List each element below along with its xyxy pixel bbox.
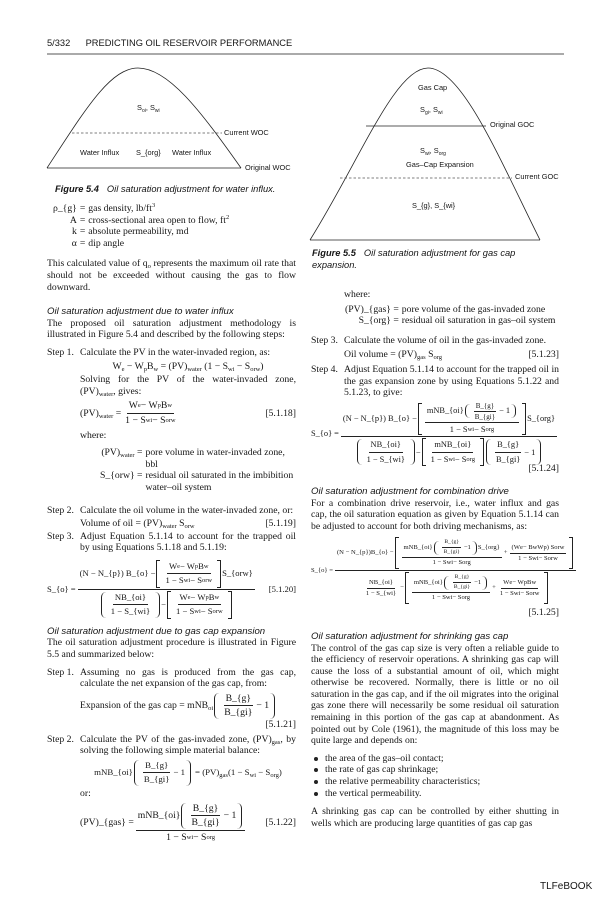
paren-right bbox=[511, 404, 516, 418]
fig-label-soi-swi: $S_{oi}$, $S_{wi}$ bbox=[137, 103, 160, 114]
step-label: Step 2. bbox=[47, 733, 74, 745]
fig-label-sg-swi: S_{g}, S_{wi} bbox=[412, 201, 456, 210]
equation-number: [5.1.18] bbox=[265, 407, 296, 419]
section-heading: Oil saturation adjustment for shrinking gas cap bbox=[311, 630, 509, 642]
equation-number: [5.1.19] bbox=[265, 518, 296, 530]
equation-number: [5.1.25] bbox=[528, 607, 559, 619]
bracket-left bbox=[156, 560, 160, 588]
eq-lhs: Expansion of the gas cap = mNB$_{oi}$ bbox=[80, 700, 214, 713]
eq-numerator: NB_{oi} bbox=[113, 592, 148, 606]
or-label: or: bbox=[80, 787, 91, 799]
fig-label-original-woc: Original WOC bbox=[245, 163, 291, 172]
eq-denominator: B_{gi} bbox=[224, 707, 253, 719]
eq-lhs: mNB_{oi} bbox=[94, 767, 133, 778]
symbol: ρ_{g} bbox=[53, 203, 77, 214]
definition: cross-sectional area open to flow, $ft^2$ bbox=[88, 213, 230, 226]
caption-text: Oil saturation adjustment for water influx. bbox=[106, 184, 276, 194]
eq-term: (N − N_{p}) B_{o} − bbox=[342, 413, 417, 423]
equation-number: [5.1.23] bbox=[528, 349, 559, 361]
equation-5-1-18 bbox=[80, 400, 296, 426]
paragraph: The oil saturation adjustment procedure is illustrated in Figure 5.5 and summarized below: bbox=[47, 637, 296, 661]
eq-lhs: $(PV)_{water}$ = bbox=[80, 407, 122, 420]
fig-label-gas-cap-expansion: Gas–Cap Expansion bbox=[406, 160, 474, 169]
eq-term: − 1 bbox=[524, 447, 536, 457]
eq-lhs: S_{o} = bbox=[311, 566, 333, 574]
eq-denominator: 1 − S wi − S org bbox=[430, 454, 475, 464]
eq-numerator: NB_{oi} bbox=[369, 439, 403, 453]
paren-right bbox=[270, 693, 275, 719]
equation-number: [5.1.24] bbox=[528, 463, 559, 475]
eq-denominator: 1 − S wi − S orw bbox=[176, 606, 223, 617]
bracket-right bbox=[228, 591, 232, 619]
step-text: Calculate the PV of the gas-invaded zone, $(PV)_{gas}$, by solving the following simple material balance: bbox=[80, 733, 296, 757]
right-column bbox=[311, 289, 565, 829]
bracket-left bbox=[405, 572, 409, 604]
definition: residual oil saturation in gas–oil system bbox=[401, 315, 556, 327]
bracket-right bbox=[217, 560, 221, 588]
eq-denominator: B_{gi} bbox=[453, 584, 471, 591]
paren-left bbox=[434, 541, 439, 555]
caption-text: Oil saturation adjustment for gas cap expansion. bbox=[312, 248, 516, 270]
eq-numerator: B_{g} bbox=[143, 760, 170, 774]
section-heading: Oil saturation adjustment for combination drive bbox=[311, 485, 509, 497]
eq-denominator: 1 − S wi − S orw bbox=[125, 414, 176, 426]
step-3 bbox=[311, 335, 559, 361]
eq-denominator: B_{gi} bbox=[474, 412, 496, 421]
step-text: Adjust Equation 5.1.14 to account for the trapped oil by using Equations 5.1.18 and 5.1.19: bbox=[80, 530, 296, 554]
equation-5-1-22 bbox=[80, 803, 296, 844]
paren-right bbox=[482, 576, 487, 590]
equation-5-1-24 bbox=[311, 402, 559, 467]
bracket-right bbox=[480, 438, 484, 466]
equation-5-1-19 bbox=[80, 518, 296, 530]
step-text: Assuming no gas is produced from the gas cap, calculate the net expansion of the gas cap, from: bbox=[80, 666, 296, 690]
symbol: $(PV)_{water}$ = bbox=[101, 447, 143, 460]
eq-term: − 1 bbox=[256, 700, 270, 712]
bracket-left bbox=[418, 403, 422, 435]
equation-5-1-25 bbox=[311, 537, 565, 604]
paragraph: The control of the gas cap size is very often a reliable guide to the efficiency of reservoir operations. A shrinking gas cap will cause the loss of a substantial amount of oil, which might otherwise be recovered. Normally, there is little or no oil saturation in the gas cap, and if the oil migrates into the original gas zone there will necessarily be some residual oil saturation remaining in this portion of the gas cap at abandonment. As pointed out by Cole (1961), the magnitude of this loss may be quite large and depends on: bbox=[311, 642, 559, 747]
eq-term: S_{orw} bbox=[222, 568, 253, 579]
bracket-left bbox=[422, 438, 426, 466]
paren-right bbox=[186, 760, 191, 786]
list-item: the area of the gas–oil contact; bbox=[325, 753, 559, 765]
fig-label-swi-sorg: $S_{wi}$, $S_{org}$ bbox=[420, 146, 446, 157]
eq-numerator: B_{g} bbox=[442, 539, 461, 548]
equation-number: [5.1.20] bbox=[268, 583, 296, 594]
bullet-list bbox=[311, 753, 559, 799]
symbol: α bbox=[71, 237, 77, 249]
page-number: 5/332 bbox=[47, 38, 71, 48]
eq-denominator: 1 − S wi − S org bbox=[431, 594, 471, 602]
equation-5-1-20 bbox=[47, 560, 296, 619]
eq-term: mNB_{oi} bbox=[137, 809, 181, 821]
paren-right bbox=[536, 439, 541, 465]
paragraph: This calculated value of $q_o$ represents the maximum oil rate that should not be exceeded without causing the gas to flow downward. bbox=[47, 258, 296, 293]
equation: Oil volume = $(PV)_{gas}$ $S_{org}$ bbox=[344, 349, 443, 362]
definition: absolute permeability, md bbox=[88, 226, 189, 238]
eq-denominator: B_{gi} bbox=[143, 774, 170, 785]
bracket-right bbox=[569, 537, 573, 569]
definition: residual oil saturated in the imbibition water–oil system bbox=[145, 470, 294, 493]
eq-numerator: (W e − B w W p ) S orw bbox=[510, 544, 567, 554]
bracket-right bbox=[522, 403, 526, 435]
nomenclature-list bbox=[53, 203, 296, 249]
paren-left bbox=[444, 576, 449, 590]
step-2 bbox=[47, 505, 296, 529]
fig-label-original-goc: Original GOC bbox=[490, 120, 535, 129]
eq-term: (N − N_{p})B_{o} − bbox=[336, 549, 394, 557]
paren-left bbox=[486, 439, 491, 465]
step-label: Step 3. bbox=[311, 334, 338, 346]
eq-denominator: 1 − S wi − S org bbox=[166, 831, 215, 843]
eq-numerator: W e − W p B w bbox=[178, 592, 222, 606]
eq-term: mNB_{oi} bbox=[413, 578, 443, 586]
step-2 bbox=[47, 734, 296, 844]
step-3 bbox=[47, 531, 296, 554]
step-text: Solving for the PV of the water-invaded zone, $(PV)_{water}$, gives: bbox=[80, 374, 296, 398]
eq-numerator: W e − W p B w bbox=[501, 579, 538, 589]
fig-label-current-woc: Current WOC bbox=[224, 128, 269, 137]
eq-numerator: W e − W p B w bbox=[127, 400, 174, 414]
eq-denominator: B_{gi} bbox=[443, 549, 460, 556]
definition: gas density, $lb/ft^3$ bbox=[88, 202, 156, 214]
eq-denominator: 1 − S_{wi} bbox=[366, 454, 405, 464]
watermark: TLFeBOOK bbox=[540, 881, 593, 892]
equals: = bbox=[79, 203, 86, 214]
equation: Volume of oil = $(PV)_{water}$ $S_{orw}$ bbox=[80, 518, 195, 531]
eq-denominator: B_{gi} bbox=[495, 454, 521, 464]
eq-term: −1 bbox=[474, 578, 482, 586]
equals: = bbox=[79, 226, 86, 238]
equation-number: [5.1.21] bbox=[265, 719, 296, 730]
step-4 bbox=[311, 364, 559, 399]
equation-5-1-23 bbox=[344, 349, 559, 361]
equation-number: [5.1.22] bbox=[265, 817, 296, 829]
list-item: the vertical permeability. bbox=[325, 788, 559, 800]
eq-numerator: NB_{oi} bbox=[367, 579, 395, 589]
paren-right bbox=[237, 803, 242, 829]
caption-label: Figure 5.5 bbox=[312, 248, 356, 258]
paren-left bbox=[214, 693, 219, 719]
symbol: S_{org} = bbox=[358, 315, 399, 327]
material-balance-equation bbox=[80, 760, 296, 786]
eq-lhs: S_{o} = bbox=[47, 583, 76, 594]
definition: pore volume in water-invaded zone, bbl bbox=[145, 447, 285, 470]
step-label: Step 1. bbox=[47, 346, 74, 358]
eq-denominator: 1 − S wi − S orw bbox=[165, 575, 213, 586]
paren-left bbox=[357, 439, 362, 465]
step-label: Step 3. bbox=[47, 530, 74, 542]
eq-term: − 1 bbox=[173, 767, 186, 778]
eq-denominator: 1 − S wi − S orw bbox=[499, 589, 540, 597]
eq-denominator: 1 − S_{wi} bbox=[110, 606, 151, 617]
chapter-title: PREDICTING OIL RESERVOIR PERFORMANCE bbox=[85, 38, 293, 48]
eq-operator: + bbox=[503, 549, 508, 557]
eq-numerator: B_{g} bbox=[224, 693, 253, 707]
symbol: S_{orw} = bbox=[100, 470, 143, 482]
eq-denominator: 1 − S wi − S org bbox=[432, 559, 471, 567]
eq-numerator: W e − W p B w bbox=[167, 561, 211, 575]
step-label: Step 4. bbox=[311, 363, 338, 375]
eq-operator: − bbox=[400, 584, 404, 592]
paren-left bbox=[181, 803, 186, 829]
eq-term: S_{org} bbox=[477, 543, 500, 551]
step-1 bbox=[47, 347, 296, 494]
figure-caption bbox=[312, 248, 552, 271]
paren-left bbox=[465, 404, 470, 418]
section-heading: Oil saturation adjustment due to gas cap expansion bbox=[47, 625, 266, 637]
fig-label-sorg: S_{org} bbox=[136, 148, 161, 157]
paragraph: For a combination drive reservoir, i.e., water influx and gas cap, the oil saturation equation as given by Equation 5.1.14 can be adjusted to account for both driving mechanisms, as: bbox=[311, 497, 559, 532]
paren-left bbox=[101, 592, 106, 618]
where-label: where: bbox=[344, 289, 371, 300]
paren-right bbox=[410, 439, 415, 465]
eq-term: −1 bbox=[463, 543, 471, 551]
bracket-right bbox=[544, 572, 548, 604]
eq-term: − 1 bbox=[499, 406, 511, 416]
eq-denominator: 1 − S wi − S orw bbox=[518, 554, 558, 562]
symbol: (PV)_{gas} = bbox=[345, 303, 399, 315]
symbol: k bbox=[71, 226, 77, 238]
eq-numerator: B_{g} bbox=[453, 574, 472, 583]
eq-operator: − bbox=[161, 599, 167, 610]
eq-rhs: = $(PV)_{gas}(1 - S_{wi} - S_{org})$ bbox=[195, 767, 282, 780]
step-text: Adjust Equation 5.1.14 to account for the trapped oil in the gas expansion zone by using Equations 5.1.22 and 5.1.23, to give: bbox=[344, 363, 559, 399]
eq-term: mNB_{oi} bbox=[426, 406, 464, 416]
definition: dip angle bbox=[88, 237, 125, 249]
step-label: Step 1. bbox=[47, 666, 74, 678]
step-text: Calculate the oil volume in the water-invaded zone, or: bbox=[80, 505, 294, 517]
symbol: A bbox=[69, 214, 77, 226]
equals: = bbox=[79, 237, 86, 249]
left-column bbox=[47, 203, 296, 846]
eq-numerator: B_{g} bbox=[475, 401, 495, 410]
paren-right bbox=[155, 592, 160, 618]
step-text: Calculate the volume of oil in the gas-invaded zone. bbox=[344, 334, 547, 346]
step-text: Calculate the PV in the water-invaded region, as: bbox=[80, 346, 271, 358]
where-label: where: bbox=[80, 429, 107, 441]
eq-denominator: 1 − S wi − S org bbox=[449, 424, 495, 434]
gas-cap-diagram bbox=[300, 0, 604, 250]
paragraph: The proposed oil saturation adjustment methodology is illustrated in Figure 5.4 and described by the following steps: bbox=[47, 317, 296, 341]
equation-5-1-21 bbox=[80, 693, 276, 719]
eq-operator: − bbox=[415, 447, 421, 457]
paren-right bbox=[472, 541, 477, 555]
bracket-left bbox=[167, 591, 171, 619]
eq-denominator: 1 − S_{wi} bbox=[365, 589, 397, 597]
paragraph: A shrinking gas cap can be controlled by either shutting in wells which are producing large quantities of gas cap gas bbox=[311, 806, 559, 829]
definition: pore volume of the gas-invaded zone bbox=[401, 303, 546, 315]
list-item: the relative permeability characteristics; bbox=[325, 776, 559, 788]
eq-lhs: (PV)_{gas} = bbox=[80, 817, 134, 829]
fig-label-current-goc: Current GOC bbox=[515, 172, 559, 181]
fig-label-water-influx: Water Influx bbox=[80, 148, 120, 157]
eq-numerator: B_{g} bbox=[495, 439, 521, 453]
eq-operator: + bbox=[492, 584, 496, 592]
eq-term: (N − N_{p}) B_{o} − bbox=[79, 568, 156, 579]
eq-denominator: B_{gi} bbox=[191, 817, 220, 829]
bracket-left bbox=[395, 537, 399, 569]
equals: = bbox=[79, 214, 86, 226]
step-1 bbox=[47, 667, 296, 731]
fig-label-gas-cap: Gas Cap bbox=[418, 83, 448, 92]
step-label: Step 2. bbox=[47, 505, 74, 517]
eq-term: mNB_{oi} bbox=[403, 543, 433, 551]
figure-caption bbox=[55, 184, 275, 196]
caption-label: Figure 5.4 bbox=[55, 184, 99, 194]
definitions bbox=[100, 447, 296, 493]
fig-label-sgi-swi: $S_{gi}$, $S_{wi}$ bbox=[420, 105, 443, 116]
eq-lhs: S_{o} = bbox=[311, 429, 339, 439]
definitions bbox=[345, 304, 559, 327]
eq-numerator: mNB_{oi} bbox=[432, 439, 473, 453]
list-item: the rate of gas cap shrinkage; bbox=[325, 764, 559, 776]
fig-label-water-influx: Water Influx bbox=[172, 148, 212, 157]
section-heading: Oil saturation adjustment due to water influx bbox=[47, 306, 234, 318]
eq-term: − 1 bbox=[223, 809, 237, 821]
paren-left bbox=[134, 760, 139, 786]
eq-term: S_{org} bbox=[527, 413, 555, 423]
equation: $W_e - W_pB_w = (PV)_{water}$ $(1 - S_{wi} - S_{orw})$ bbox=[112, 360, 264, 373]
eq-numerator: B_{g} bbox=[191, 803, 220, 817]
